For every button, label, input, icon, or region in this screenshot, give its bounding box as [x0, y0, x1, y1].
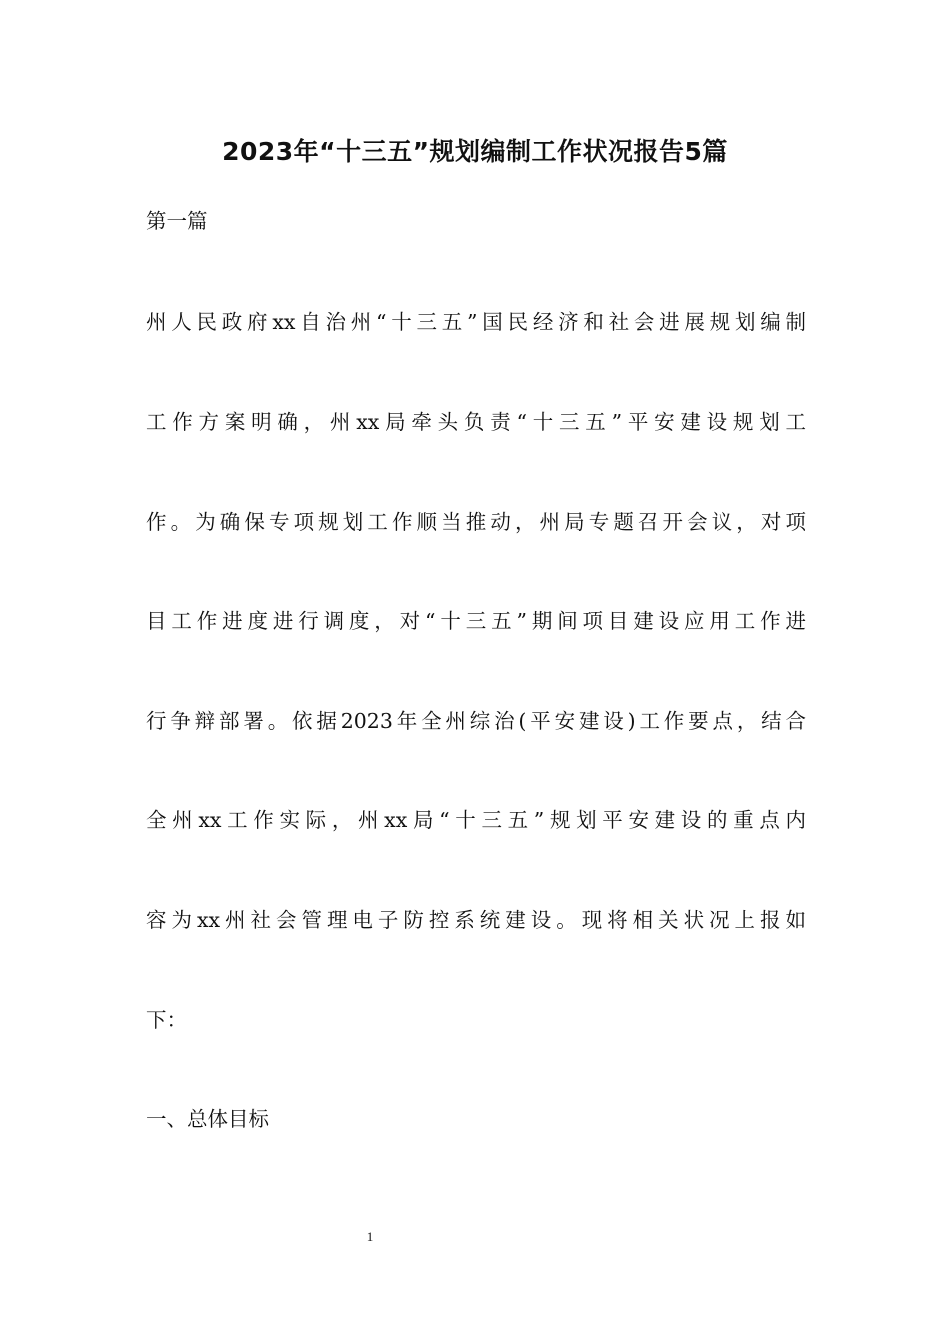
body-line: 下： — [146, 1008, 187, 1032]
body-line: 全州xx工作实际，州xx局“十三五”规划平安建设的重点内 — [146, 808, 806, 832]
body-line: 州人民政府xx自治州“十三五”国民经济和社会进展规划编制 — [146, 310, 806, 334]
section-heading: 一、总体目标 — [146, 1107, 269, 1131]
body-line: 作。为确保专项规划工作顺当推动，州局专题召开会议，对项 — [146, 510, 806, 534]
document-title: 2023年“十三五”规划编制工作状况报告5篇 — [222, 137, 728, 166]
body-line: 目工作进度进行调度，对“十三五”期间项目建设应用工作进 — [146, 609, 806, 633]
body-line: 工作方案明确，州xx局牵头负责“十三五”平安建设规划工 — [146, 410, 806, 434]
body-line: 行争辩部署。依据2023年全州综治(平安建设)工作要点，结合 — [146, 709, 806, 733]
page-number: 1 — [366, 1229, 374, 1244]
body-line: 容为xx州社会管理电子防控系统建设。现将相关状况上报如 — [146, 908, 806, 932]
section-label: 第一篇 — [146, 209, 208, 233]
